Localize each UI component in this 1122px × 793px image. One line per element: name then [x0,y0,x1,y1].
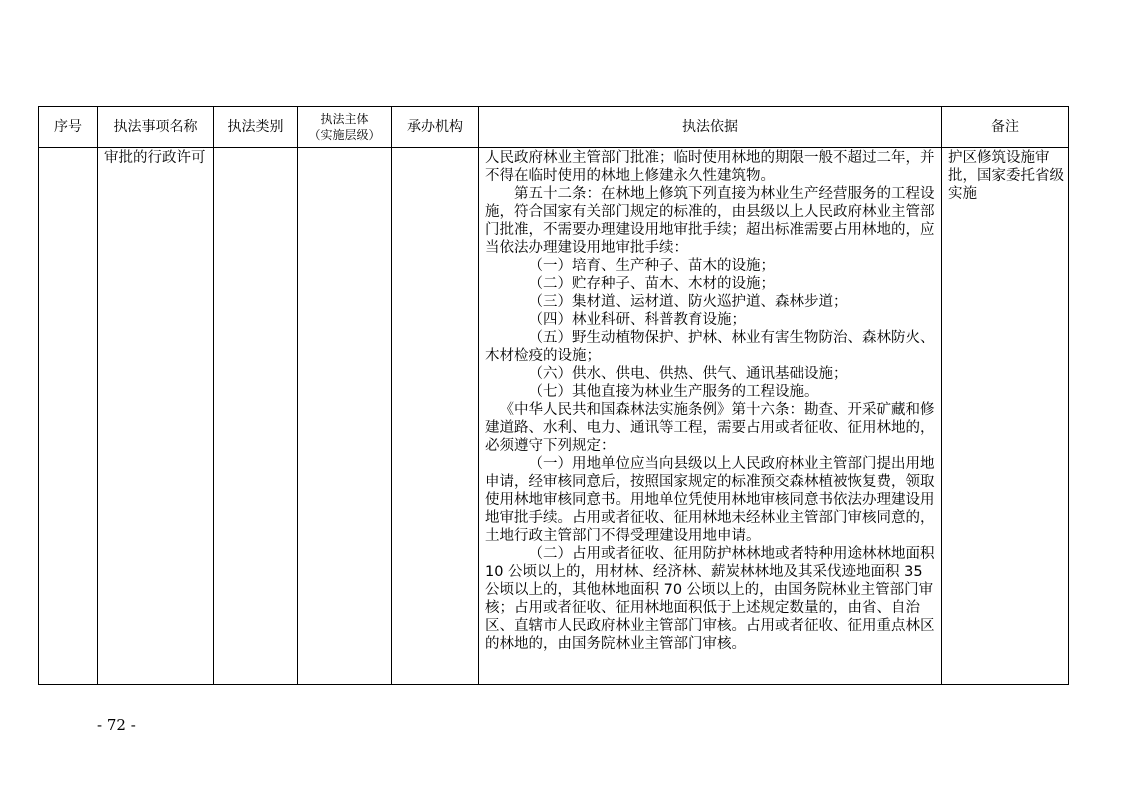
cell-subject [298,148,392,685]
seq-value [39,148,97,149]
basis-paragraph: （五）野生动植物保护、护林、林业有害生物防治、森林防火、木材检疫的设施； [485,330,935,364]
subject-value [298,148,391,149]
basis-paragraph: （三）集材道、运材道、防火巡护道、森林步道； [528,294,848,310]
basis-paragraph: （七）其他直接为林业生产服务的工程设施。 [528,384,819,400]
basis-paragraph: （二）占用或者征收、征用防护林林地或者特种用途林林地面积 10 公顷以上的，用材林、经济林、薪炭林林地及其采伐迹地面积 35 公顷以上的，其他林地面积 70 公顷以上的，由国务院林业主管部门审核；占用或者征收、征用林地面积低于上述规定数量的，由省、自治区、直辖市人民政府林业主管部门审核。占用或者征收、征用重点林区的林地的，由国务院林业主管部门审核。 [485,546,935,652]
remark-value: 护区修筑设施审批，国家委托省级实施 [948,150,1064,202]
basis-paragraph: （一）培育、生产种子、苗木的设施； [528,258,775,274]
page-number: - 72 - [97,716,136,734]
cell-remark [942,148,1069,685]
header-seq: 序号 [39,107,98,148]
header-basis: 执法依据 [479,107,942,148]
basis-paragraph: 人民政府林业主管部门批准；临时使用林地的期限一般不超过二年，并不得在临时使用的林地上修建永久性建筑物。 [485,150,935,184]
basis-paragraph: （一）用地单位应当向县级以上人民政府林业主管部门提出用地申请，经审核同意后，按照国家规定的标准预交森林植被恢复费，领取使用林地审核同意书。用地单位凭使用林地审核同意书依法办理建设用地审批手续。占用或者征收、征用林地未经林业主管部门审核同意的，土地行政主管部门不得受理建设用地申请。 [485,456,935,544]
cell-agency [392,148,479,685]
header-subject-line2: （实施层级） [308,128,381,142]
header-category: 执法类别 [214,107,298,148]
cell-seq [39,148,98,685]
basis-paragraph: （六）供水、供电、供热、供气、通讯基础设施； [528,366,848,382]
cell-basis [479,148,942,685]
header-subject-line1: 执法主体 [320,112,369,126]
basis-text [479,148,941,653]
header-subject [298,107,392,148]
item-name-value: 审批的行政许可 [104,150,206,166]
header-remark: 备注 [942,107,1069,148]
table-header-row [39,107,1069,148]
header-item-name: 执法事项名称 [98,107,214,148]
enforcement-table [38,106,1069,685]
basis-paragraph: （四）林业科研、科普教育设施； [528,312,746,328]
cell-category [214,148,298,685]
cell-item-name [98,148,214,685]
table-row [39,148,1069,685]
category-value [214,148,297,149]
agency-value [392,148,478,149]
basis-paragraph: （二）贮存种子、苗木、木材的设施； [528,276,775,292]
header-agency: 承办机构 [392,107,479,148]
basis-paragraph: 《中华人民共和国森林法实施条例》第十六条：勘查、开采矿藏和修建道路、水利、电力、通讯等工程，需要占用或者征收、征用林地的，必须遵守下列规定： [485,402,935,454]
basis-paragraph: 第五十二条：在林地上修筑下列直接为林业生产经营服务的工程设施，符合国家有关部门规定的标准的，由县级以上人民政府林业主管部门批准，不需要办理建设用地审批手续；超出标准需要占用林地的，应当依法办理建设用地审批手续： [485,186,935,256]
